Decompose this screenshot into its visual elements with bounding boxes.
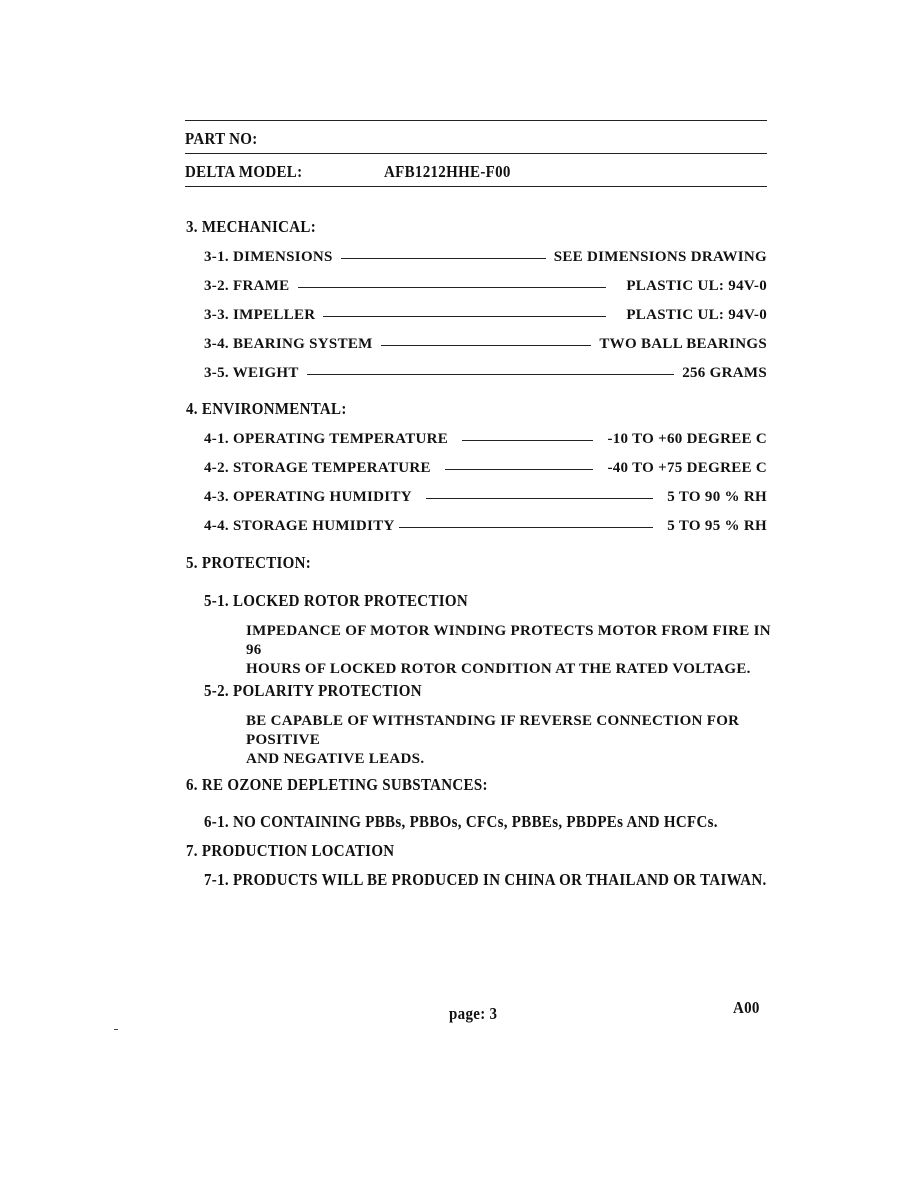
leader-line <box>462 440 593 441</box>
protection-item-title: 5-2. POLARITY PROTECTION <box>204 683 422 701</box>
leader-line <box>298 287 607 288</box>
leader-line <box>307 374 674 375</box>
protection-item-description <box>246 712 774 769</box>
leader-line <box>381 345 592 346</box>
spec-value: 256 GRAMS <box>682 364 767 381</box>
spec-row <box>204 248 767 266</box>
spec-label: 4-2. STORAGE TEMPERATURE <box>204 459 431 476</box>
spec-value: SEE DIMENSIONS DRAWING <box>553 248 767 265</box>
leader-line <box>445 469 594 470</box>
spec-value: TWO BALL BEARINGS <box>599 335 767 352</box>
spec-row <box>204 459 767 477</box>
section-ozone-heading: 6. RE OZONE DEPLETING SUBSTANCES: <box>186 777 488 795</box>
model-rule <box>185 186 767 187</box>
spec-value: -40 TO +75 DEGREE C <box>607 459 767 476</box>
section-environmental-heading: 4. ENVIRONMENTAL: <box>186 401 347 419</box>
spec-value: 5 TO 95 % RH <box>667 517 767 534</box>
scan-mark <box>114 1029 118 1030</box>
section-production-heading: 7. PRODUCTION LOCATION <box>186 843 395 861</box>
production-item: 7-1. PRODUCTS WILL BE PRODUCED IN CHINA OR THAILAND OR TAIWAN. <box>204 872 767 890</box>
protection-item-title: 5-1. LOCKED ROTOR PROTECTION <box>204 593 468 611</box>
spec-label: 3-5. WEIGHT <box>204 364 299 381</box>
spec-value: -10 TO +60 DEGREE C <box>607 430 767 447</box>
spec-label: 4-4. STORAGE HUMIDITY <box>204 517 395 534</box>
part-no-rule <box>185 153 767 154</box>
leader-line <box>341 258 546 259</box>
description-line: IMPEDANCE OF MOTOR WINDING PROTECTS MOTOR FROM FIRE IN 96 <box>246 623 771 658</box>
delta-model-label: DELTA MODEL: <box>185 164 303 182</box>
leader-line <box>323 316 606 317</box>
spec-row <box>204 430 767 448</box>
section-protection-heading: 5. PROTECTION: <box>186 555 312 573</box>
spec-value: 5 TO 90 % RH <box>667 488 767 505</box>
spec-label: 4-1. OPERATING TEMPERATURE <box>204 430 449 447</box>
description-line: AND NEGATIVE LEADS. <box>246 751 425 767</box>
spec-label: 3-1. DIMENSIONS <box>204 248 333 265</box>
protection-item-description <box>246 622 774 679</box>
spec-label: 4-3. OPERATING HUMIDITY <box>204 488 412 505</box>
part-no-label: PART NO: <box>185 131 258 149</box>
page-number: page: 3 <box>449 1006 498 1024</box>
spec-row <box>204 364 767 382</box>
delta-model-value: AFB1212HHE-F00 <box>384 164 511 182</box>
spec-row <box>204 306 767 324</box>
spec-value: PLASTIC UL: 94V-0 <box>626 306 767 323</box>
spec-value: PLASTIC UL: 94V-0 <box>626 277 767 294</box>
top-rule <box>185 120 767 121</box>
spec-row <box>204 277 767 295</box>
spec-label: 3-4. BEARING SYSTEM <box>204 335 373 352</box>
revision-code: A00 <box>733 1000 760 1018</box>
spec-label: 3-2. FRAME <box>204 277 290 294</box>
spec-row <box>204 335 767 353</box>
leader-line <box>399 527 654 528</box>
spec-row <box>204 517 767 535</box>
spec-label: 3-3. IMPELLER <box>204 306 316 323</box>
description-line: HOURS OF LOCKED ROTOR CONDITION AT THE RATED VOLTAGE. <box>246 661 751 677</box>
leader-line <box>426 498 653 499</box>
spec-row <box>204 488 767 506</box>
ozone-item: 6-1. NO CONTAINING PBBs, PBBOs, CFCs, PBBEs, PBDPEs AND HCFCs. <box>204 814 718 832</box>
section-mechanical-heading: 3. MECHANICAL: <box>186 219 317 237</box>
description-line: BE CAPABLE OF WITHSTANDING IF REVERSE CONNECTION FOR POSITIVE <box>246 713 740 748</box>
